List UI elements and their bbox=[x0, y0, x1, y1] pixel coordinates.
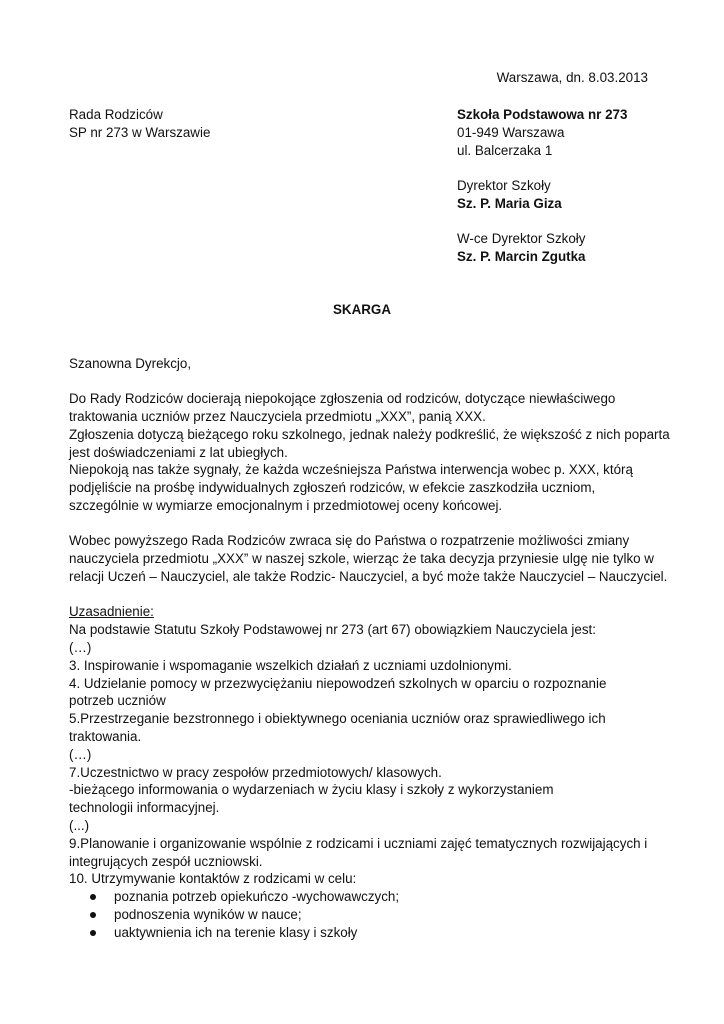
para1-line: Do Rady Rodziców docierają niepokojące zgłoszenia od rodziców, dotyczące niewłaściwego bbox=[69, 391, 616, 406]
justification-line: integrujących zespół uczniowski. bbox=[69, 854, 263, 869]
justification-line: 4. Udzielanie pomocy w przezwyciężaniu niepowodzeń szkolnych w oparciu o rozpoznanie bbox=[69, 676, 607, 691]
bullet-item: poznania potrzeb opiekuńczo -wychowawczych; bbox=[114, 889, 400, 904]
vice-director-title: W-ce Dyrektor Szkoły bbox=[457, 231, 586, 246]
para1-line: Niepokoją nas także sygnały, że każda wcześniejsza Państwa interwencja wobec p. XXX, którą bbox=[69, 462, 633, 477]
recipient-postal: 01-949 Warszawa bbox=[457, 125, 565, 140]
justification-line: Na podstawie Statutu Szkoły Podstawowej nr 273 (art 67) obowiązkiem Nauczyciela jest: bbox=[69, 622, 596, 637]
bullet-dot bbox=[90, 894, 96, 900]
recipient-school: Szkoła Podstawowa nr 273 bbox=[457, 107, 628, 122]
bullet-dot bbox=[90, 930, 96, 936]
para2-line: nauczyciela przedmiotu „XXX” w naszej szkole, wierząc że taka decyzja przyniesie ulgę nie tylko w bbox=[69, 551, 654, 566]
para1-line: jest doświadczeniami z lat ubiegłych. bbox=[69, 445, 288, 460]
para2-line: Wobec powyższego Rada Rodziców zwraca się do Państwa o rozpatrzenie możliwości zmiany bbox=[69, 533, 630, 548]
para1-line: traktowania uczniów przez Nauczyciela przedmiotu „XXX”, panią XXX. bbox=[69, 409, 486, 424]
justification-line: (…) bbox=[69, 747, 92, 762]
date-line: Warszawa, dn. 8.03.2013 bbox=[496, 70, 648, 85]
para1-line: podjęliście na prośbę indywidualnych zgłoszeń rodziców, w efekcie zaszkodziła uczniom, bbox=[69, 480, 596, 495]
bullet-dot bbox=[90, 912, 96, 918]
para1-line: szczególnie w wymiarze emocjonalnym i przedmiotowej oceny końcowej. bbox=[69, 498, 503, 513]
justification-line: -bieżącego informowania o wydarzeniach w życiu klasy i szkoły z wykorzystaniem bbox=[69, 782, 554, 797]
justification-line: 3. Inspirowanie i wspomaganie wszelkich działań z uczniami uzdolnionymi. bbox=[69, 658, 512, 673]
justification-line: potrzeb uczniów bbox=[69, 693, 166, 708]
para2-line: relacji Uczeń – Nauczyciel, ale także Rodzic- Nauczyciel, a być może także Nauczyciel – Nauczyciel. bbox=[69, 569, 668, 584]
justification-line: 5.Przestrzeganie bezstronnego i obiektywnego oceniania uczniów oraz sprawiedliwego ich bbox=[69, 711, 606, 726]
director-name: Sz. P. Maria Giza bbox=[457, 196, 562, 211]
justification-line: 9.Planowanie i organizowanie wspólnie z rodzicami i uczniami zajęć tematycznych rozwijających i bbox=[69, 836, 648, 851]
para1-line: Zgłoszenia dotyczą bieżącego roku szkolnego, jednak należy podkreślić, że większość z nich poparta bbox=[69, 427, 670, 442]
justification-line: technologii informacyjnej. bbox=[69, 800, 220, 815]
recipient-street: ul. Balcerzaka 1 bbox=[457, 143, 553, 158]
salutation: Szanowna Dyrekcjo, bbox=[69, 356, 192, 371]
justification-line: (…) bbox=[69, 640, 92, 655]
justification-heading: Uzasadnienie: bbox=[69, 604, 154, 619]
justification-line: (...) bbox=[69, 818, 90, 833]
justification-line: traktowania. bbox=[69, 729, 142, 744]
bullet-item: uaktywnienia ich na terenie klasy i szkoły bbox=[114, 925, 358, 940]
bullet-item: podnoszenia wyników w nauce; bbox=[114, 907, 302, 922]
document-title: SKARGA bbox=[332, 302, 392, 317]
sender-line-1: Rada Rodziców bbox=[69, 107, 163, 122]
justification-line: 10. Utrzymywanie kontaktów z rodzicami w celu: bbox=[69, 871, 357, 886]
justification-line: 7.Uczestnictwo w pracy zespołów przedmiotowych/ klasowych. bbox=[69, 765, 442, 780]
sender-line-2: SP nr 273 w Warszawie bbox=[69, 125, 211, 140]
vice-director-name: Sz. P. Marcin Zgutka bbox=[457, 249, 586, 264]
director-title: Dyrektor Szkoły bbox=[457, 178, 551, 193]
